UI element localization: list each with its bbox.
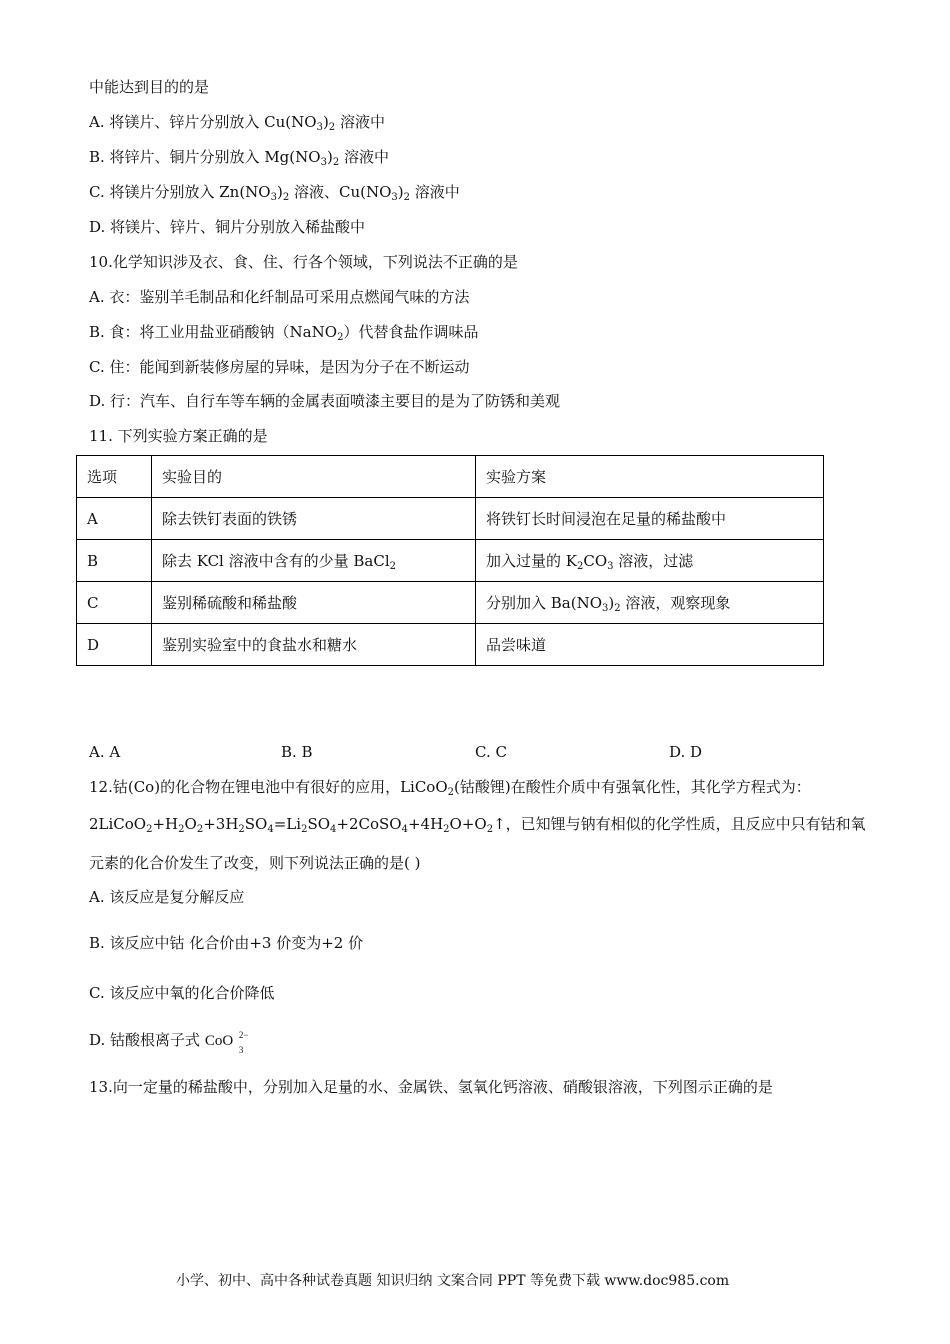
q13-stem: 13.向一定量的稀盐酸中，分别加入足量的水、金属铁、氢氧化钙溶液、硝酸银溶液，下列图示正确的是 (89, 1078, 773, 1096)
header-plan: 实验方案 (476, 456, 824, 498)
q12-stem-line3: 元素的化合价发生了改变，则下列说法正确的是( ) (89, 854, 421, 872)
table-row (77, 540, 824, 582)
row-option: A (77, 498, 152, 540)
q12-option-b: B. 该反应中钴 化合价由+3 价变为+2 价 (89, 934, 364, 952)
equation-text: SO (244, 815, 268, 833)
equation-subscript: 2 (146, 824, 153, 835)
equation-subscript: 2 (178, 824, 185, 835)
q9-stem-tail: 中能达到目的的是 (89, 78, 210, 96)
cobaltate-ion-formula: CoO 2− 3 (204, 1030, 249, 1055)
q9-option-a: A. 将镁片、锌片分别放入 $Cu(NO_3)_2$ 溶液中 (89, 113, 385, 133)
equation-text: SO (307, 815, 331, 833)
q10-option-b: B. 食：将工业用盐亚硝酸钠（NaNO$_2$）代替食盐作调味品 (89, 323, 479, 343)
equation-subscript: 4 (401, 824, 408, 835)
q9-option-b: B. 将锌片、铜片分别放入 $Mg(NO_3)_2$ 溶液中 (89, 148, 389, 168)
row-plan: 品尝味道 (476, 624, 824, 666)
equation-text: O (184, 815, 197, 833)
table-row (77, 582, 824, 624)
row-plan: 将铁钉长时间浸泡在足量的稀盐酸中 (476, 498, 824, 540)
header-option: 选项 (77, 456, 152, 498)
equation-text: +2CoSO (336, 815, 402, 833)
q11-option-d: D. D (669, 743, 703, 761)
row-plan: 分别加入 $Ba(NO_3)_2$ 溶液，观察现象 (476, 582, 824, 624)
q11-option-c: C. C (475, 743, 507, 761)
q12-option-a: A. 该反应是复分解反应 (89, 888, 245, 906)
equation-text: ↑，已知锂与钠有相似的化学性质，且反应中只有钴和氧 (493, 815, 866, 833)
q11-experiment-table (76, 455, 824, 666)
equation-subscript: 2 (196, 824, 204, 835)
row-option: D (77, 624, 152, 666)
q11-option-a: A. A (89, 743, 121, 761)
q9-option-c: C. 将镁片分别放入 $Zn(NO_3)_2$ 溶液、$Cu(NO_3)_2$ 溶液中 (89, 183, 460, 203)
equation-text: 2LiCoO (89, 815, 147, 833)
equation-text: +3H (203, 815, 239, 833)
q9-option-d: D. 将镁片、锌片、铜片分别放入稀盐酸中 (89, 218, 366, 236)
equation-text: +H (152, 815, 179, 833)
row-option: B (77, 540, 152, 582)
row-goal: 除去铁钉表面的铁锈 (152, 498, 476, 540)
table-row (77, 498, 824, 540)
equation-subscript: 2 (301, 824, 308, 835)
row-plan: 加入过量的 $K_2CO_3$ 溶液，过滤 (476, 540, 824, 582)
equation-text: O+O (449, 815, 487, 833)
equation-subscript: 4 (330, 824, 337, 835)
q11-options (89, 742, 849, 762)
q11-option-b: B. B (281, 743, 313, 761)
equation-subscript: 4 (267, 824, 274, 835)
page-footer: 小学、初中、高中各种试卷真题 知识归纳 文案合同 PPT 等免费下载 www.doc985.com (176, 1273, 730, 1289)
equation-text: =Li (273, 815, 302, 833)
equation-subscript: 2 (443, 824, 450, 835)
header-goal: 实验目的 (152, 456, 476, 498)
q12-stem-line1: 12.钴(Co)的化合物在锂电池中有很好的应用，LiCoO$_2$(钴酸锂)在酸性介质中有强氧化性，其化学方程式为： (89, 778, 811, 798)
q10-stem: 10.化学知识涉及衣、食、住、行各个领域，下列说法不正确的是 (89, 253, 518, 271)
row-goal: 鉴别实验室中的食盐水和糖水 (152, 624, 476, 666)
equation-subscript: 2 (238, 824, 245, 835)
q12-option-c: C. 该反应中氧的化合价降低 (89, 984, 275, 1002)
q10-option-a: A. 衣：鉴别羊毛制品和化纤制品可采用点燃闻气味的方法 (89, 288, 470, 306)
row-option: C (77, 582, 152, 624)
row-goal: 鉴别稀硫酸和稀盐酸 (152, 582, 476, 624)
table-row (77, 624, 824, 666)
equation-text: +4H (407, 815, 444, 833)
q10-option-c: C. 住：能闻到新装修房屋的异味，是因为分子在不断运动 (89, 358, 470, 376)
q10-option-d: D. 行：汽车、自行车等车辆的金属表面喷漆主要目的是为了防锈和美观 (89, 392, 561, 410)
q11-stem: 11. 下列实验方案正确的是 (89, 427, 268, 445)
equation-subscript: 2 (486, 824, 494, 835)
q12-option-d: D. 钴酸根离子式 CoO 2− 3 (89, 1030, 249, 1055)
table-header-row (77, 456, 824, 498)
row-goal: 除去 KCl 溶液中含有的少量 BaCl$_2$ (152, 540, 476, 582)
q12-equation-line (89, 814, 866, 834)
